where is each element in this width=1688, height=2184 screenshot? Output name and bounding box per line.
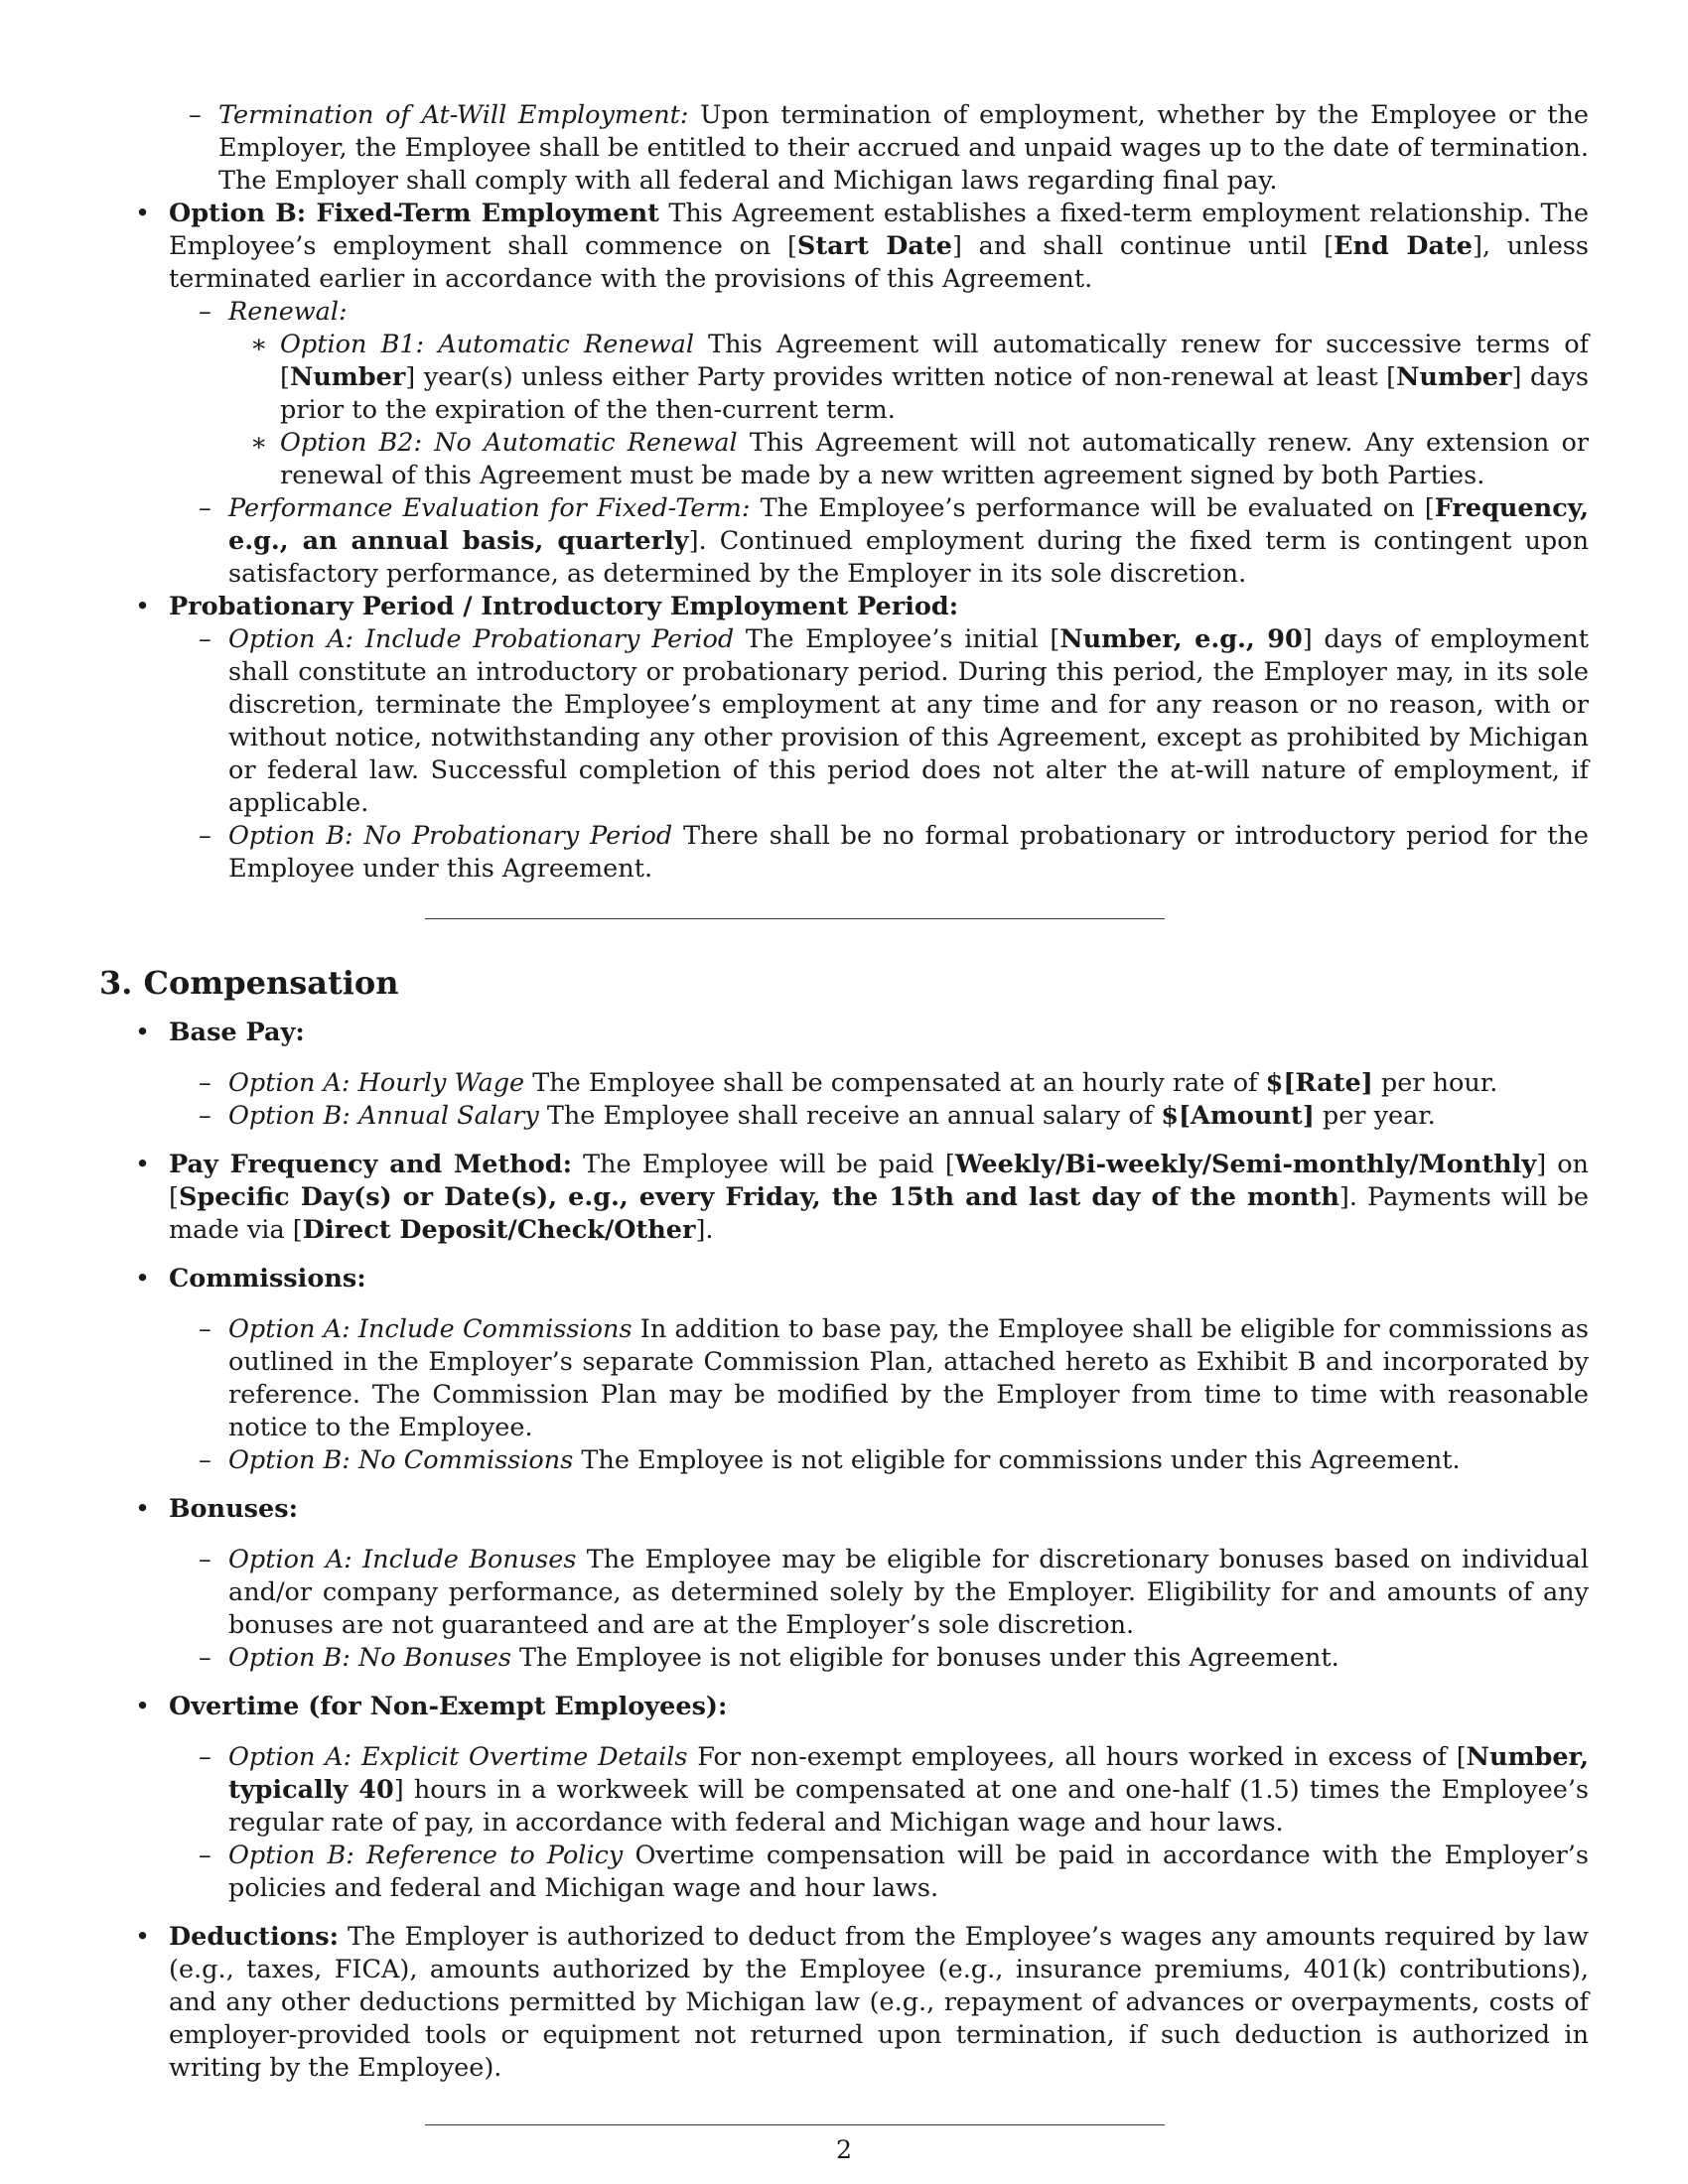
list-item-commissions-option-a: – Option A: Include Commissions In addition to base pay, the Employee shall be eligible for commissions as outlined in the Employer’s separate Commission Plan, attached hereto as Exhibit B and incorporated by reference. The Commission Plan may be modified by the Employer from time to time with reasonable notice to the Employee. (169, 1313, 1589, 1444)
at-will-sublist (159, 99, 1589, 198)
list-item-option-b-fixed-term: • Option B: Fixed-Term Employment This Agreement establishes a fixed-term employment relationship. The Employee’s employment shall commence on [Start Date] and shall continue until [End Date], unless terminated earlier in accordance with the provisions of this Agreement. – Renewal: ∗ Option B1: Automatic Renewal This Agreement will automatically renew for successive terms of [Number] year(s) unless either Party provides written notice of non-renewal at least [Number] days prior to the expiration of the then-current term. ∗ Option B2: No Automatic Renewal This Agreement will not automatically renew. Any extension or renewal of this Agreement must be made by a new written agreement signed by both Parties. – Performance Evaluation for Fixed-Term: The Employee’s performance will be evaluated on [Frequency, e.g., an annual basis, quarterly]. Continued employment during the fixed term is contingent upon satisfactory performance, as determined by the Employer in its sole discretion. (99, 198, 1589, 591)
list-item-deductions: • Deductions: The Employer is authorized to deduct from the Employee’s wages any amounts required by law (e.g., taxes, FICA), amounts authorized by the Employee (e.g., insurance premiums, 401(k) contributions), and any other deductions permitted by Michigan law (e.g., repayment of advances or overpayments, costs of employer-provided tools or equipment not returned upon termination, if such deduction is authorized in writing by the Employee). (99, 1921, 1589, 2085)
employment-term-list (99, 198, 1589, 886)
section-heading-compensation: 3. Compensation (99, 964, 399, 1002)
list-item-bonuses-option-a: – Option A: Include Bonuses The Employee may be eligible for discretionary bonuses based on individual and/or company performance, as determined solely by the Employer. Eligibility for and amounts of any bonuses are not guaranteed and are at the Employer’s sole discretion. (169, 1544, 1589, 1642)
list-item-option-b2: ∗ Option B2: No Automatic Renewal This Agreement will not automatically renew. Any extension or renewal of this Agreement must be made by a new written agreement signed by both Parties. (228, 427, 1589, 492)
list-item-overtime: • Overtime (for Non-Exempt Employees): – Option A: Explicit Overtime Details For non-exempt employees, all hours worked in excess of [Number, typically 40] hours in a workweek will be compensated at one and one-half (1.5) times the Employee’s regular rate of pay, in accordance with federal and Michigan wage and hour laws. – Option B: Reference to Policy Overtime compensation will be paid in accordance with the Employer’s policies and federal and Michigan wage and hour laws. (99, 1691, 1589, 1905)
list-item-commissions: • Commissions: – Option A: Include Commissions In addition to base pay, the Employee shall be eligible for commissions as outlined in the Employer’s separate Commission Plan, attached hereto as Exhibit B and incorporated by reference. The Commission Plan may be modified by the Employer from time to time with reasonable notice to the Employee. – Option B: No Commissions The Employee is not eligible for commissions under this Agreement. (99, 1263, 1589, 1477)
list-item-commissions-option-b: – Option B: No Commissions The Employee is not eligible for commissions under this Agreement. (169, 1444, 1589, 1477)
list-item-base-pay: • Base Pay: – Option A: Hourly Wage The Employee shall be compensated at an hourly rate of $[Rate] per hour. – Option B: Annual Salary The Employee shall receive an annual salary of $[Amount] per year. (99, 1017, 1589, 1133)
page-content (99, 99, 1589, 2125)
probation-sublist (169, 623, 1589, 886)
list-item-pay-frequency: • Pay Frequency and Method: The Employee will be paid [Weekly/Bi-weekly/Semi-monthly/Monthly] on [Specific Day(s) or Date(s), e.g., every Friday, the 15th and last day of the month]. Payments will be made via [Direct Deposit/Check/Other]. (99, 1149, 1589, 1247)
overtime-sublist (169, 1741, 1589, 1905)
section-divider-bottom (425, 2124, 1165, 2125)
list-item-probation-option-b: – Option B: No Probationary Period There shall be no formal probationary or introductory period for the Employee under this Agreement. (169, 820, 1589, 886)
option-b-sublist (169, 296, 1589, 591)
list-item-overtime-option-a: – Option A: Explicit Overtime Details For non-exempt employees, all hours worked in excess of [Number, typically 40] hours in a workweek will be compensated at one and one-half (1.5) times the Employee’s regular rate of pay, in accordance with federal and Michigan wage and hour laws. (169, 1741, 1589, 1840)
section-divider (425, 918, 1165, 919)
list-item-renewal: – Renewal: ∗ Option B1: Automatic Renewal This Agreement will automatically renew for successive terms of [Number] year(s) unless either Party provides written notice of non-renewal at least [Number] days prior to the expiration of the then-current term. ∗ Option B2: No Automatic Renewal This Agreement will not automatically renew. Any extension or renewal of this Agreement must be made by a new written agreement signed by both Parties. (169, 296, 1589, 492)
list-item-base-pay-option-a: – Option A: Hourly Wage The Employee shall be compensated at an hourly rate of $[Rate] per hour. (169, 1067, 1589, 1100)
list-item-termination-at-will: – Termination of At-Will Employment: Upon termination of employment, whether by the Employee or the Employer, the Employee shall be entitled to their accrued and unpaid wages up to the date of termination. The Employer shall comply with all federal and Michigan laws regarding final pay. (159, 99, 1589, 198)
commissions-sublist (169, 1313, 1589, 1477)
list-item-probationary-period: • Probationary Period / Introductory Employment Period: – Option A: Include Probationary Period The Employee’s initial [Number, e.g., 90] days of employment shall constitute an introductory or probationary period. During this period, the Employer may, in its sole discretion, terminate the Employee’s employment at any time and for any reason or no reason, with or without notice, notwithstanding any other provision of this Agreement, except as prohibited by Michigan or federal law. Successful completion of this period does not alter the at-will nature of employment, if applicable. – Option B: No Probationary Period There shall be no formal probationary or introductory period for the Employee under this Agreement. (99, 591, 1589, 886)
base-pay-sublist (169, 1067, 1589, 1133)
page-number: 2 (835, 2135, 853, 2165)
list-item-bonuses: • Bonuses: – Option A: Include Bonuses The Employee may be eligible for discretionary bonuses based on individual and/or company performance, as determined solely by the Employer. Eligibility for and amounts of any bonuses are not guaranteed and are at the Employer’s sole discretion. – Option B: No Bonuses The Employee is not eligible for bonuses under this Agreement. (99, 1493, 1589, 1675)
list-item-bonuses-option-b: – Option B: No Bonuses The Employee is not eligible for bonuses under this Agreement. (169, 1642, 1589, 1675)
renewal-sublist (228, 329, 1589, 492)
list-item-option-b1: ∗ Option B1: Automatic Renewal This Agreement will automatically renew for successive terms of [Number] year(s) unless either Party provides written notice of non-renewal at least [Number] days prior to the expiration of the then-current term. (228, 329, 1589, 427)
list-item-performance-evaluation: – Performance Evaluation for Fixed-Term: The Employee’s performance will be evaluated on [Frequency, e.g., an annual basis, quarterly]. Continued employment during the fixed term is contingent upon satisfactory performance, as determined by the Employer in its sole discretion. (169, 492, 1589, 591)
compensation-list (99, 1017, 1589, 2085)
bonuses-sublist (169, 1544, 1589, 1675)
list-item-base-pay-option-b: – Option B: Annual Salary The Employee shall receive an annual salary of $[Amount] per year. (169, 1100, 1589, 1133)
list-item-overtime-option-b: – Option B: Reference to Policy Overtime compensation will be paid in accordance with the Employer’s policies and federal and Michigan wage and hour laws. (169, 1840, 1589, 1905)
list-item-probation-option-a: – Option A: Include Probationary Period The Employee’s initial [Number, e.g., 90] days of employment shall constitute an introductory or probationary period. During this period, the Employer may, in its sole discretion, terminate the Employee’s employment at any time and for any reason or no reason, with or without notice, notwithstanding any other provision of this Agreement, except as prohibited by Michigan or federal law. Successful completion of this period does not alter the at-will nature of employment, if applicable. (169, 623, 1589, 820)
